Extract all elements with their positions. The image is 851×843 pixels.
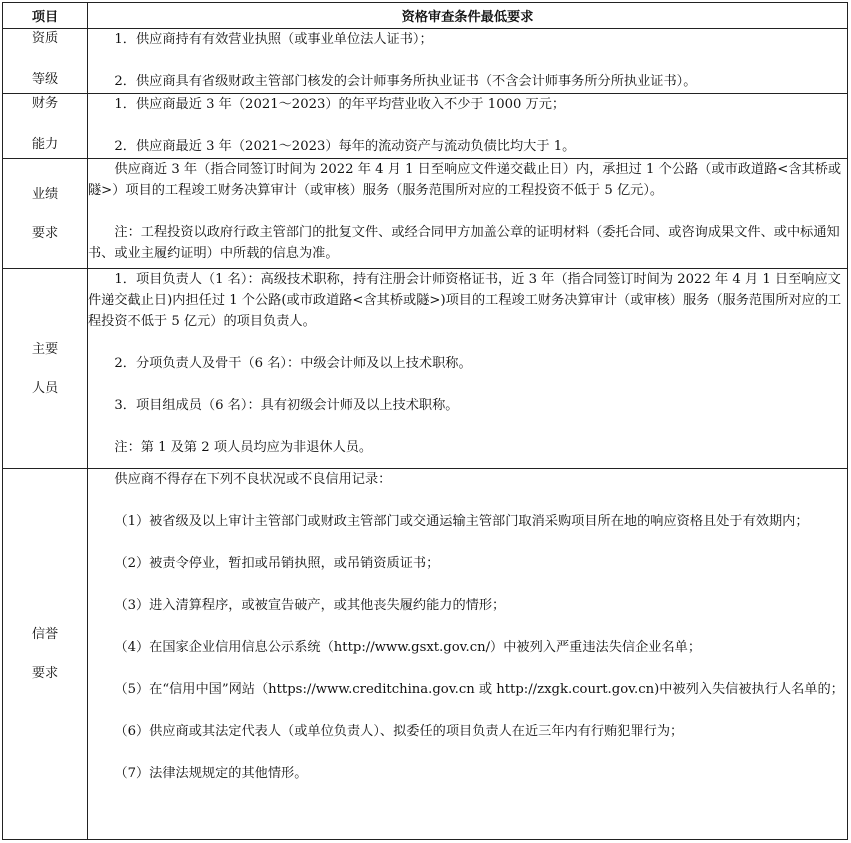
label-line: 主要 bbox=[31, 341, 59, 357]
requirement-cell bbox=[88, 159, 848, 269]
paragraph: 供应商近 3 年（指合同签订时间为 2022 年 4 月 1 日至响应文件递交截止日）内，承担过 1 个公路（或市政道路<含其桥或隧>）项目的工程竣工财务决算审计（或审核）服务（服务范围所对应的工程投资不低于 5 亿元）。 bbox=[88, 162, 842, 199]
row-personnel bbox=[3, 269, 848, 469]
paragraph: （3）进入清算程序，或被宣告破产，或其他丧失履约能力的情形； bbox=[114, 598, 506, 614]
label-line: 资质 bbox=[31, 31, 59, 46]
paragraph: 3．项目组成员（6 名）：具有初级会计师及以上技术职称。 bbox=[114, 398, 459, 414]
label-line: 业绩 bbox=[31, 186, 59, 202]
row-label bbox=[3, 469, 88, 840]
requirement-cell bbox=[88, 94, 848, 159]
table-header-row bbox=[3, 3, 848, 29]
paragraph: （4）在国家企业信用信息公示系统（http://www.gsxt.gov.cn/）中被列入严重违法失信企业名单； bbox=[114, 640, 702, 656]
header-item: 项目 bbox=[3, 3, 88, 29]
label-line: 财务 bbox=[31, 96, 59, 112]
paragraph: （6）供应商或其法定代表人（或单位负责人）、拟委任的项目负责人在近三年内有行贿犯罪行为； bbox=[114, 724, 684, 740]
paragraph: （7）法律法规规定的其他情形。 bbox=[114, 766, 308, 782]
qualification-table bbox=[2, 2, 848, 840]
requirement-cell bbox=[88, 469, 848, 840]
paragraph: 2．供应商具有省级财政主管部门核发的会计师事务所执业证书（不含会计师事务所分所执业证书）。 bbox=[114, 74, 697, 89]
row-performance bbox=[3, 159, 848, 269]
paragraph: 1．项目负责人（1 名）：高级技术职称，持有注册会计师资格证书，近 3 年（指合同签订时间为 2022 年 4 月 1 日至响应文件递交截止日)内担任过 1 个公路(或市政道路<含其桥或隧>)项目的工程竣工财务决算审计（或审核）服务（服务范围所对应的工程投资不低于 5 亿元）的项目负责人。 bbox=[88, 272, 842, 330]
label-line: 人员 bbox=[31, 380, 59, 396]
paragraph: 1．供应商持有有效营业执照（或事业单位法人证书）； bbox=[114, 32, 433, 47]
paragraph: 供应商不得存在下列不良状况或不良信用记录： bbox=[114, 472, 392, 488]
requirement-cell bbox=[88, 269, 848, 469]
paragraph: 2．供应商最近 3 年（2021～2023）每年的流动资产与流动负债比均大于 1。 bbox=[114, 139, 576, 155]
paragraph: 注：工程投资以政府行政主管部门的批复文件、或经合同甲方加盖公章的证明材料（委托合同、或咨询成果文件、或中标通知书、或业主履约证明）中所载的信息为准。 bbox=[88, 225, 840, 262]
row-label bbox=[3, 269, 88, 469]
paragraph: 注：第 1 及第 2 项人员均应为非退休人员。 bbox=[114, 440, 373, 456]
paragraph: （2）被责令停业，暂扣或吊销执照，或吊销资质证书； bbox=[114, 556, 440, 572]
paragraph: 2．分项负责人及骨干（6 名）：中级会计师及以上技术职称。 bbox=[114, 356, 472, 372]
paragraph: 1．供应商最近 3 年（2021～2023）的年平均营业收入不少于 1000 万元； bbox=[114, 97, 566, 113]
label-line: 能力 bbox=[31, 137, 59, 153]
row-label bbox=[3, 159, 88, 269]
label-line: 等级 bbox=[31, 71, 59, 87]
header-requirements: 资格审查条件最低要求 bbox=[88, 3, 848, 29]
paragraph: （5）在“信用中国”网站（https://www.creditchina.gov.cn 或 http://zxgk.court.gov.cn)中被列入失信被执行人名单的； bbox=[114, 682, 844, 698]
row-label bbox=[3, 94, 88, 159]
label-line: 信誉 bbox=[31, 626, 59, 642]
row-label bbox=[3, 29, 88, 94]
paragraph: （1）被省级及以上审计主管部门或财政主管部门或交通运输主管部门取消采购项目所在地的响应资格且处于有效期内； bbox=[114, 514, 809, 530]
requirement-cell bbox=[88, 29, 848, 94]
label-line: 要求 bbox=[31, 666, 59, 682]
label-line: 要求 bbox=[31, 225, 59, 241]
row-qualification bbox=[3, 29, 848, 94]
row-credit bbox=[3, 469, 848, 840]
row-finance bbox=[3, 94, 848, 159]
